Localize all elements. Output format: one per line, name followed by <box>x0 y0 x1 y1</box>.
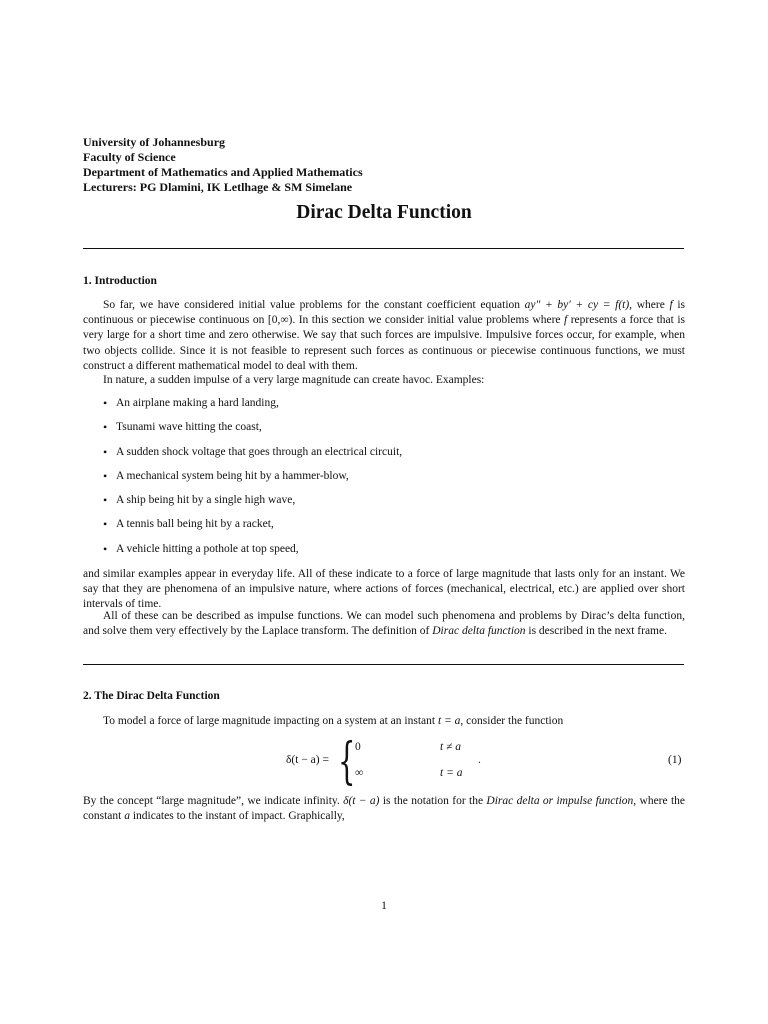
list-item: • A tennis ball being hit by a racket, <box>103 517 663 541</box>
equation-lhs: δ(t − a) = <box>286 754 329 766</box>
ode-equation: ay″ + by′ + cy = f(t) <box>524 299 630 311</box>
course-header <box>83 135 683 195</box>
university-name: University of Johannesburg <box>83 135 226 149</box>
emphasis-term: Dirac delta function <box>432 625 526 638</box>
document-title: Dirac Delta Function <box>296 202 472 223</box>
list-item: • Tsunami wave hitting the coast, <box>103 420 663 444</box>
impulse-functions-paragraph: All of these can be described as impulse functions. We can model such phenomena and problems by Dirac’s delta function, and solve them very effectively by the Laplace transform. The definition of Dirac delta function is described in the next frame. <box>83 610 685 638</box>
model-paragraph: To model a force of large magnitude impacting on a system at an instant t = a, consider the function <box>103 715 564 727</box>
intro-paragraph: So far, we have considered initial value problems for the constant coefficient equation ay″ + by′ + cy = f(t), where f is continuous or piecewise continuous on [0,∞). In this section we consider initial value problems where f represents a force that is very large for a short time and zero otherwise. We say that such forces are impulsive. Impulsive forces occur, for example, when two objects collide. Since it is not feasible to represent such forces as continuous or piecewise continuous functions, we must construct a different mathematical model to deal with them. <box>83 299 685 372</box>
equation-number: (1) <box>668 754 682 766</box>
horizontal-rule <box>83 664 684 665</box>
examples-summary-paragraph: and similar examples appear in everyday life. All of these indicate to a force of large magnitude that lasts only for an instant. We say that they are phenomena of an impulsive nature, where actions of forces (mechanical, electrical, etc.) are applied over short intervals of time. <box>83 568 685 611</box>
examples-intro-paragraph: In nature, a sudden impulse of a very large magnitude can create havoc. Examples: <box>103 374 485 386</box>
list-item: • A vehicle hitting a pothole at top speed, <box>103 542 663 566</box>
case-1-condition: t ≠ a <box>440 741 462 753</box>
department-name: Department of Mathematics and Applied Mathematics <box>83 165 363 179</box>
case-2-value: ∞ <box>355 767 364 779</box>
section-heading-dirac-delta: 2. The Dirac Delta Function <box>83 690 220 702</box>
list-item: • A mechanical system being hit by a hammer-blow, <box>103 469 663 493</box>
case-2-condition: t = a <box>440 767 463 779</box>
definition-paragraph: By the concept “large magnitude”, we indicate infinity. δ(t − a) is the notation for the Dirac delta or impulse function, where the constant a indicates to the instant of impact. Graphically, <box>83 795 685 823</box>
examples-list <box>103 396 663 566</box>
faculty-name: Faculty of Science <box>83 150 176 164</box>
list-item: • An airplane making a hard landing, <box>103 396 663 420</box>
section-heading-introduction: 1. Introduction <box>83 275 157 287</box>
dirac-delta-equation <box>0 732 768 790</box>
horizontal-rule <box>83 248 684 249</box>
lecturers-line: Lecturers: PG Dlamini, IK Letlhage & SM Simelane <box>83 180 353 194</box>
equation-punctuation: . <box>478 754 481 766</box>
list-item: • A sudden shock voltage that goes through an electrical circuit, <box>103 445 663 469</box>
left-brace-symbol: { <box>338 732 356 790</box>
case-1-value: 0 <box>355 741 361 753</box>
emphasis-term: Dirac delta or impulse function <box>486 795 634 807</box>
list-item: • A ship being hit by a single high wave, <box>103 493 663 517</box>
page-number: 1 <box>381 900 387 912</box>
